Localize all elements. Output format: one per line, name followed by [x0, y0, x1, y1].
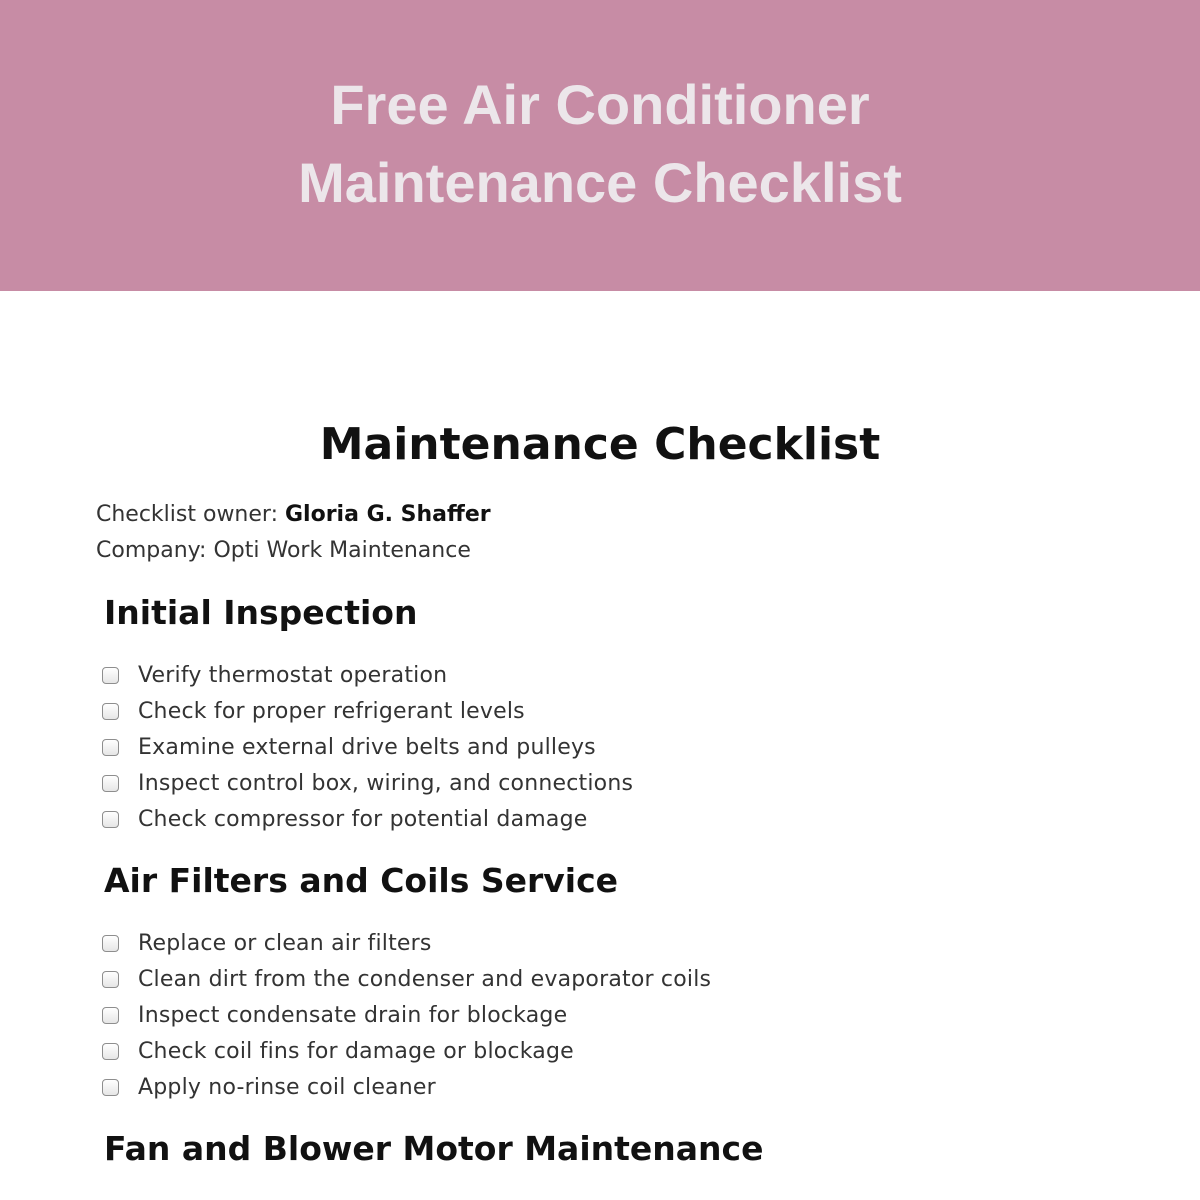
- header-banner: [0, 0, 1200, 291]
- checkbox[interactable]: [102, 1079, 119, 1096]
- checklist-item: [100, 1033, 711, 1069]
- checkbox[interactable]: [102, 775, 119, 792]
- checkbox[interactable]: [102, 1043, 119, 1060]
- checklist-item: [100, 801, 633, 837]
- document-title: Maintenance Checklist: [319, 419, 881, 470]
- checklist-item-label: Inspect condensate drain for blockage: [138, 1002, 568, 1028]
- checklist-item-label: Apply no-rinse coil cleaner: [138, 1074, 436, 1100]
- section-heading-fan-blower-motor: Fan and Blower Motor Maintenance: [104, 1129, 764, 1168]
- checkbox[interactable]: [102, 935, 119, 952]
- company-line: Company: Opti Work Maintenance: [96, 538, 471, 563]
- checklist-item-label: Check for proper refrigerant levels: [138, 698, 525, 724]
- checkbox[interactable]: [102, 667, 119, 684]
- banner-title-line-2: Maintenance Checklist: [298, 151, 902, 214]
- checklist-item-label: Verify thermostat operation: [138, 662, 448, 688]
- checklist-initial-inspection: [100, 657, 633, 837]
- checklist-item: [100, 729, 633, 765]
- checklist-item: [100, 1069, 711, 1105]
- checklist-item-label: Check coil fins for damage or blockage: [138, 1038, 574, 1064]
- checkbox[interactable]: [102, 971, 119, 988]
- banner-title: [0, 66, 1200, 222]
- checklist-air-filters-coils: [100, 925, 711, 1105]
- checklist-owner-label: Checklist owner:: [96, 502, 285, 527]
- checklist-owner-name: Gloria G. Shaffer: [284, 502, 491, 527]
- checkbox[interactable]: [102, 1007, 119, 1024]
- checkbox[interactable]: [102, 703, 119, 720]
- checklist-item-label: Clean dirt from the condenser and evaporator coils: [138, 966, 712, 992]
- section-heading-initial-inspection: Initial Inspection: [104, 593, 418, 632]
- checklist-item-label: Examine external drive belts and pulleys: [138, 734, 596, 760]
- checklist-owner-line: [96, 500, 491, 530]
- checklist-item-label: Replace or clean air filters: [138, 930, 432, 956]
- checklist-item: [100, 765, 633, 801]
- checklist-item: [100, 693, 633, 729]
- checklist-item: [100, 657, 633, 693]
- checkbox[interactable]: [102, 811, 119, 828]
- checklist-item-label: Check compressor for potential damage: [138, 806, 588, 832]
- checklist-item-label: Inspect control box, wiring, and connections: [138, 770, 634, 796]
- checklist-item: [100, 961, 711, 997]
- section-heading-air-filters-coils: Air Filters and Coils Service: [104, 861, 619, 900]
- checklist-item: [100, 925, 711, 961]
- banner-title-line-1: Free Air Conditioner: [330, 73, 870, 136]
- checklist-item: [100, 997, 711, 1033]
- checkbox[interactable]: [102, 739, 119, 756]
